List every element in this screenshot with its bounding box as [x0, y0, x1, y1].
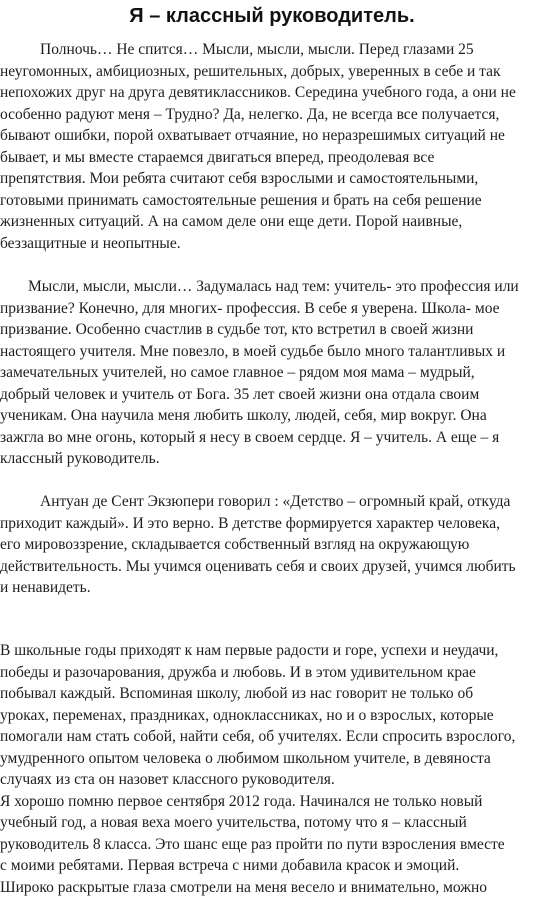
text-line: зажгла во мне огонь, который я несу в своем сердце. Я – учитель. А еще – я	[0, 429, 500, 446]
text-line: случаях из ста он назовет классного руководителя.	[0, 771, 335, 788]
text-line: его мировоззрение, складывается собственный взгляд на окружающую	[0, 536, 470, 553]
text-line: Я хорошо помню первое сентября 2012 года. Начинался не только новый	[0, 793, 483, 810]
text-line: добрый человек и учитель от Бога. 35 лет своей жизни она отдала своим	[0, 386, 480, 403]
text-line: классный руководитель.	[0, 450, 160, 467]
text-line: умудренного опытом человека о любимом школьном учителе, в девяноста	[0, 750, 491, 767]
text-line: В школьные годы приходят к нам первые радости и горе, успехи и неудачи,	[0, 642, 499, 659]
text-line: беззащитные и неопытные.	[0, 235, 181, 252]
text-line: Мысли, мысли, мысли… Задумалась над тем: учитель- это профессия или	[28, 278, 519, 295]
text-line: препятствия. Мои ребята считают себя взрослыми и самостоятельными,	[0, 170, 479, 187]
text-line: помогали нам стать собой, найти себя, об учителях. Если спросить взрослого,	[0, 728, 516, 745]
text-line: бывают ошибки, порой охватывает отчаяние, но неразрешимых ситуаций не	[0, 127, 505, 144]
text-line: с моими ребятами. Первая встреча с ними добавила красок и эмоций.	[0, 857, 460, 874]
text-line: Широко раскрытые глаза смотрели на меня весело и внимательно, можно	[0, 879, 488, 896]
text-line: руководитель 8 класса. Это шанс еще раз пройти по пути взросления вместе	[0, 836, 505, 853]
text-line: призвание? Конечно, для многих- профессия. В себе я уверена. Школа- мое	[0, 300, 500, 317]
text-line: победы и разочарования, дружба и любовь. И в этом удивительном крае	[0, 664, 476, 681]
text-line: ученикам. Она научила меня любить школу, людей, себя, мир вокруг. Она	[0, 407, 487, 424]
text-line: замечательных учителей, но самое главное – рядом моя мама – мудрый,	[0, 364, 475, 381]
text-line: особенно радуют меня – Трудно? Да, нелегко. Да, не всегда все получается,	[0, 106, 500, 123]
text-line: побывал каждый. Вспоминая школу, любой из нас говорит не только об	[0, 685, 474, 702]
text-line: учебный год, а новая веха моего учительства, потому что я – классный	[0, 814, 467, 831]
text-line: Антуан де Сент Экзюпери говорил : «Детство – огромный край, откуда	[40, 493, 511, 510]
text-line: Полночь… Не спится… Мысли, мысли, мысли. Перед глазами 25	[40, 41, 474, 58]
text-line: приходит каждый». И это верно. В детстве формируется характер человека,	[0, 515, 500, 532]
document-title: Я – классный руководитель.	[129, 5, 415, 27]
text-line: готовыми принимать самостоятельные решения и брать на себя решение	[0, 192, 482, 209]
text-line: призвание. Особенно счастлив в судьбе тот, кто встретил в своей жизни	[0, 321, 474, 338]
text-line: жизненных ситуаций. А на самом деле они еще дети. Порой наивные,	[0, 213, 463, 230]
text-line: настоящего учителя. Мне повезло, в моей судьбе было много талантливых и	[0, 343, 506, 360]
text-line: и ненавидеть.	[0, 579, 91, 596]
text-line: неугомонных, амбициозных, решительных, добрых, уверенных в себе и так	[0, 63, 501, 80]
text-line: бывает, и мы вместе стараемся двигаться вперед, преодолевая все	[0, 149, 435, 166]
text-line: непохожих друг на друга девятиклассников. Середина учебного года, а они не	[0, 84, 516, 101]
text-line: уроках, переменах, праздниках, одноклассниках, но и о взрослых, которые	[0, 707, 494, 724]
text-line: действительность. Мы учимся оценивать себя и своих друзей, учимся любить	[0, 558, 516, 575]
